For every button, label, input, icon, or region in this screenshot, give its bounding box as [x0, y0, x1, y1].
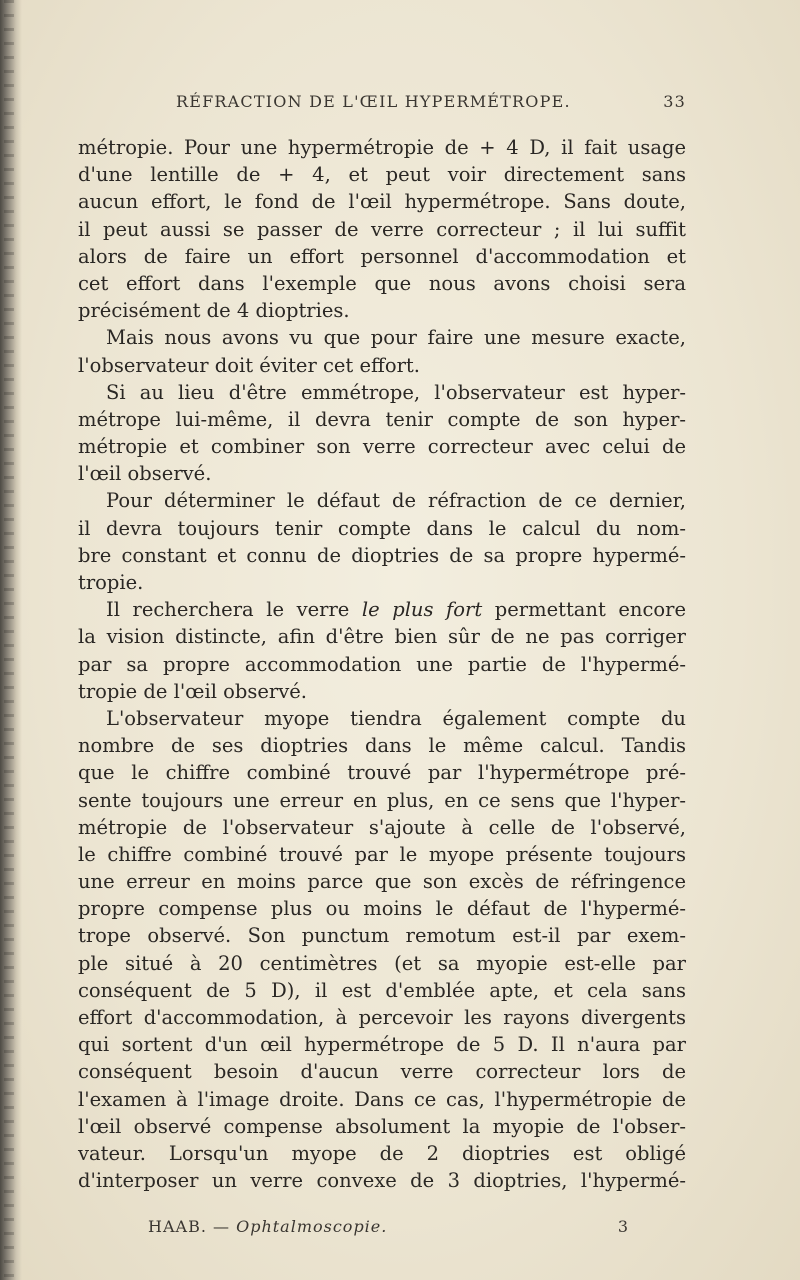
text-line: la vision distincte, afin d'être bien sûr de ne pas corriger [78, 625, 686, 649]
page-binding-texture [4, 0, 14, 1280]
text-line: métropie de l'observateur s'ajoute à celle de l'observé, [78, 815, 686, 839]
text-line: le chiffre combiné trouvé par le myope présente toujours [78, 842, 686, 866]
text-line: trope observé. Son punctum remotum est-il par exem- [78, 924, 686, 948]
text-line: tropie de l'œil observé. [78, 679, 307, 703]
body-text [78, 134, 686, 1194]
text-line: l'œil observé compense absolument la myopie de l'obser- [78, 1114, 686, 1138]
running-title: RÉFRACTION DE L'ŒIL HYPERMÉTROPE. [176, 92, 571, 111]
text-line: alors de faire un effort personnel d'accommodation et [78, 244, 686, 268]
running-header [78, 92, 686, 116]
text-line: Pour déterminer le défaut de réfraction de ce dernier, [106, 489, 686, 513]
text-line-with-italic [78, 596, 686, 623]
signature-footer [148, 1217, 628, 1241]
text-line: ple situé à 20 centimètres (et sa myopie est-elle par [78, 951, 686, 975]
book-title: Ophtalmoscopie. [236, 1217, 388, 1236]
text-line: l'examen à l'image droite. Dans ce cas, l'hypermétropie de [78, 1087, 686, 1111]
text-run: Il recherchera le verre [106, 598, 362, 622]
text-line: effort d'accommodation, à percevoir les rayons divergents [78, 1006, 686, 1029]
page-number: 33 [663, 92, 686, 111]
text-line: métrope lui-même, il devra tenir compte de son hyper- [78, 407, 686, 431]
text-line: conséquent besoin d'aucun verre correcteur lors de [78, 1060, 686, 1084]
text-line: L'observateur myope tiendra également compte du [106, 706, 686, 730]
author-name: HAAB. — [148, 1217, 237, 1236]
text-line: nombre de ses dioptries dans le même calcul. Tandis [78, 734, 686, 758]
text-line: il peut aussi se passer de verre correcteur ; il lui suffit [78, 217, 686, 241]
italic-phrase: le plus fort [361, 598, 483, 622]
text-line: Si au lieu d'être emmétrope, l'observateur est hyper- [106, 380, 686, 404]
signature-mark: 3 [617, 1217, 628, 1236]
text-line: qui sortent d'un œil hypermétrope de 5 D. Il n'aura par [78, 1033, 686, 1057]
text-line: tropie. [78, 571, 144, 594]
text-line: cet effort dans l'exemple que nous avons choisi sera [78, 271, 686, 295]
text-line: bre constant et connu de dioptries de sa propre hypermé- [78, 543, 686, 567]
text-line: Mais nous avons vu que pour faire une mesure exacte, [106, 326, 686, 350]
text-line: propre compense plus ou moins le défaut de l'hypermé- [78, 897, 686, 921]
text-line: aucun effort, le fond de l'œil hypermétrope. Sans doute, [78, 190, 686, 214]
text-line: il devra toujours tenir compte dans le calcul du nom- [78, 516, 686, 540]
text-line: l'œil observé. [78, 462, 212, 486]
text-line: métropie et combiner son verre correcteur avec celui de [78, 435, 686, 459]
text-line: d'une lentille de + 4, et peut voir directement sans [78, 163, 686, 187]
footer-author [148, 1217, 387, 1236]
text-line: l'observateur doit éviter cet effort. [78, 353, 420, 377]
text-line: métropie. Pour une hypermétropie de + 4 D, il fait usage [78, 136, 686, 159]
text-run: permettant encore [482, 598, 687, 622]
text-line: sente toujours une erreur en plus, en ce sens que l'hyper- [78, 788, 686, 812]
text-line: précisément de 4 dioptries. [78, 299, 350, 323]
text-line: une erreur en moins parce que son excès de réfringence [78, 870, 686, 894]
text-line: conséquent de 5 D), il est d'emblée apte, et cela sans [78, 978, 686, 1002]
text-line: que le chiffre combiné trouvé par l'hypermétrope pré- [78, 761, 686, 785]
text-line: d'interposer un verre convexe de 3 dioptries, l'hypermé- [78, 1169, 686, 1193]
text-line: vateur. Lorsqu'un myope de 2 dioptries est obligé [78, 1141, 686, 1165]
text-line: par sa propre accommodation une partie de l'hypermé- [78, 652, 686, 676]
